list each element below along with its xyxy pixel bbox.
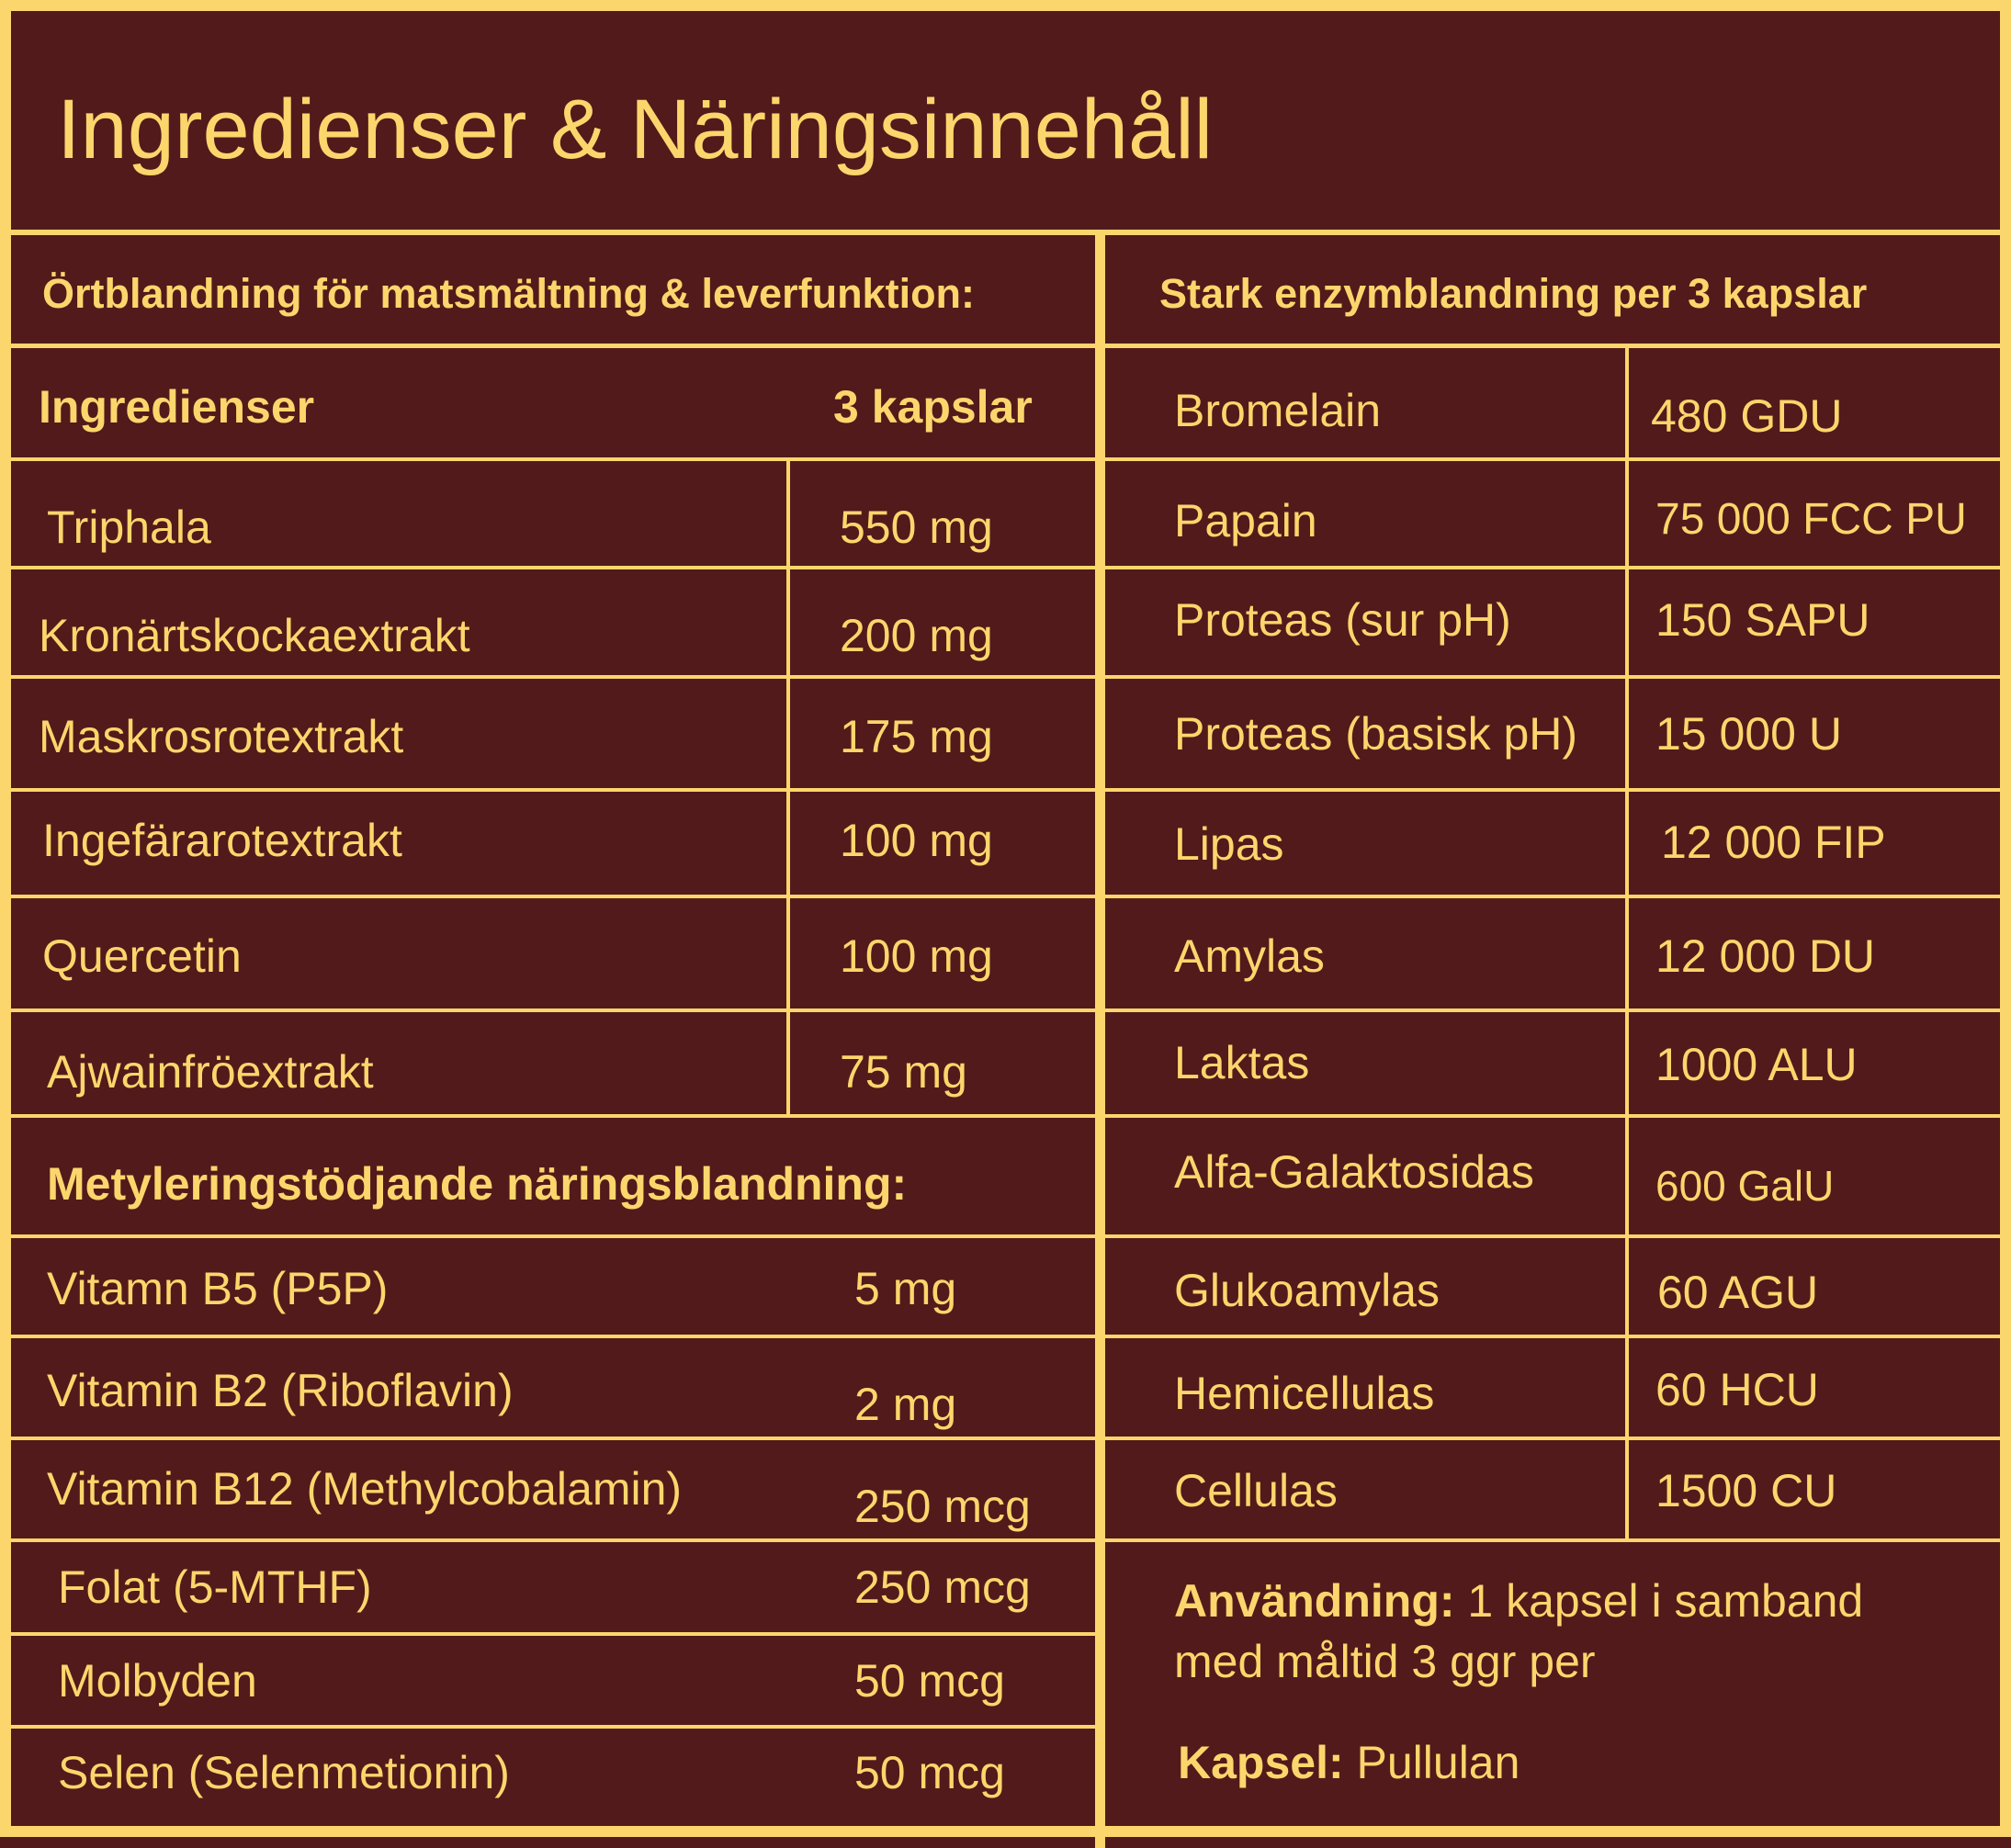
enzyme-name: Bromelain (1174, 385, 1382, 436)
column-header-ingredients: Ingredienser (39, 381, 315, 433)
enzyme-name: Cellulas (1174, 1465, 1338, 1516)
capsule-value: Pullulan (1343, 1737, 1520, 1788)
divider-title (11, 230, 2011, 235)
divider-left (11, 1009, 1095, 1012)
divider-enzyme-col (1625, 344, 1629, 1540)
enzyme-name: Papain (1174, 495, 1317, 547)
nutrient-name: Vitamn B5 (P5P) (47, 1263, 389, 1314)
enzyme-amount: 60 AGU (1657, 1267, 1819, 1318)
nutrient-amount: 2 mg (854, 1379, 957, 1430)
nutrient-amount: 250 mcg (854, 1481, 1031, 1532)
herbal-blend-heading: Örtblandning för matsmältning & leverfunktion: (42, 270, 976, 317)
divider-left (11, 895, 1095, 898)
divider-right (1105, 1538, 2011, 1542)
enzyme-amount: 12 000 DU (1655, 930, 1876, 982)
divider-right (1105, 788, 2011, 792)
nutrient-amount: 250 mcg (854, 1561, 1031, 1613)
enzyme-amount: 60 HCU (1655, 1364, 1819, 1415)
enzyme-name: Proteas (basisk pH) (1174, 708, 1578, 760)
divider-left (11, 1725, 1095, 1729)
enzyme-amount: 75 000 FCC PU (1655, 495, 1967, 544)
capsule-text (1178, 1732, 1520, 1793)
ingredient-name: Ingefärarotextrakt (42, 815, 402, 866)
enzyme-name: Laktas (1174, 1037, 1310, 1088)
enzyme-amount: 480 GDU (1651, 390, 1843, 442)
enzyme-blend-heading: Stark enzymblandning per 3 kapslar (1159, 270, 1868, 317)
enzyme-name: Glukoamylas (1174, 1265, 1440, 1316)
usage-label: Användning: (1174, 1575, 1455, 1627)
usage-line2: med måltid 3 ggr per (1174, 1636, 1596, 1687)
enzyme-amount: 1000 ALU (1655, 1039, 1858, 1090)
divider-left (11, 1234, 1095, 1238)
divider-left (11, 1437, 1095, 1440)
nutrient-amount: 5 mg (854, 1263, 957, 1314)
divider-left (11, 566, 1095, 569)
divider-left (11, 1114, 1095, 1118)
divider-right (1105, 344, 2011, 348)
ingredient-amount: 100 mg (840, 930, 993, 982)
nutrient-name: Folat (5-MTHF) (58, 1561, 372, 1613)
divider-left (11, 457, 1095, 461)
ingredient-name: Triphala (47, 501, 211, 553)
enzyme-name: Alfa-Galaktosidas (1174, 1146, 1534, 1198)
ingredient-amount: 200 mg (840, 610, 993, 661)
divider-right (1105, 457, 2011, 461)
divider-left (11, 1335, 1095, 1338)
nutrient-name: Selen (Selenmetionin) (58, 1747, 510, 1798)
divider-right (1105, 566, 2011, 569)
nutrient-amount: 50 mcg (854, 1655, 1005, 1707)
nutrient-amount: 50 mcg (854, 1747, 1005, 1798)
ingredient-amount: 175 mg (840, 711, 993, 762)
enzyme-amount: 150 SAPU (1655, 594, 1870, 646)
usage-text (1174, 1571, 1863, 1692)
ingredient-name: Ajwainfröextrakt (47, 1046, 374, 1098)
enzyme-name: Lipas (1174, 818, 1284, 870)
divider-right (1105, 1234, 2011, 1238)
divider-herb-col (786, 457, 790, 1115)
methylation-blend-heading: Metyleringstödjande näringsblandning: (47, 1158, 908, 1210)
page-title: Ingredienser & Näringsinnehåll (57, 83, 1214, 176)
usage-line1: 1 kapsel i samband (1454, 1575, 1864, 1627)
enzyme-name: Amylas (1174, 930, 1325, 982)
enzyme-name: Proteas (sur pH) (1174, 594, 1511, 646)
ingredient-name: Kronärtskockaextrakt (39, 610, 470, 661)
divider-right (1105, 1114, 2011, 1118)
enzyme-amount: 600 GalU (1655, 1162, 1835, 1210)
divider-right (1105, 1437, 2011, 1440)
enzyme-name: Hemicellulas (1174, 1368, 1435, 1419)
ingredient-amount: 100 mg (840, 815, 993, 866)
ingredient-name: Quercetin (42, 930, 242, 982)
enzyme-amount: 1500 CU (1655, 1465, 1837, 1516)
divider-left (11, 675, 1095, 679)
nutrient-name: Vitamin B2 (Riboflavin) (47, 1365, 514, 1416)
ingredient-amount: 550 mg (840, 501, 993, 553)
nutrient-name: Molbyden (58, 1655, 257, 1707)
divider-left (11, 344, 1095, 348)
divider-left (11, 788, 1095, 792)
ingredient-name: Maskrosrotextrakt (39, 711, 404, 762)
divider-right (1105, 895, 2011, 898)
enzyme-amount: 15 000 U (1655, 708, 1842, 760)
ingredient-amount: 75 mg (840, 1046, 967, 1098)
enzyme-amount: 12 000 FIP (1661, 817, 1886, 868)
divider-right (1105, 1335, 2011, 1338)
nutrient-name: Vitamin B12 (Methylcobalamin) (47, 1463, 683, 1515)
divider-right (1105, 1009, 2011, 1012)
divider-center (1095, 230, 1105, 1848)
column-header-amount: 3 kapslar (833, 381, 1033, 433)
divider-right (1105, 675, 2011, 679)
divider-left (11, 1632, 1095, 1636)
capsule-label: Kapsel: (1178, 1737, 1344, 1788)
divider-left (11, 1538, 1095, 1542)
